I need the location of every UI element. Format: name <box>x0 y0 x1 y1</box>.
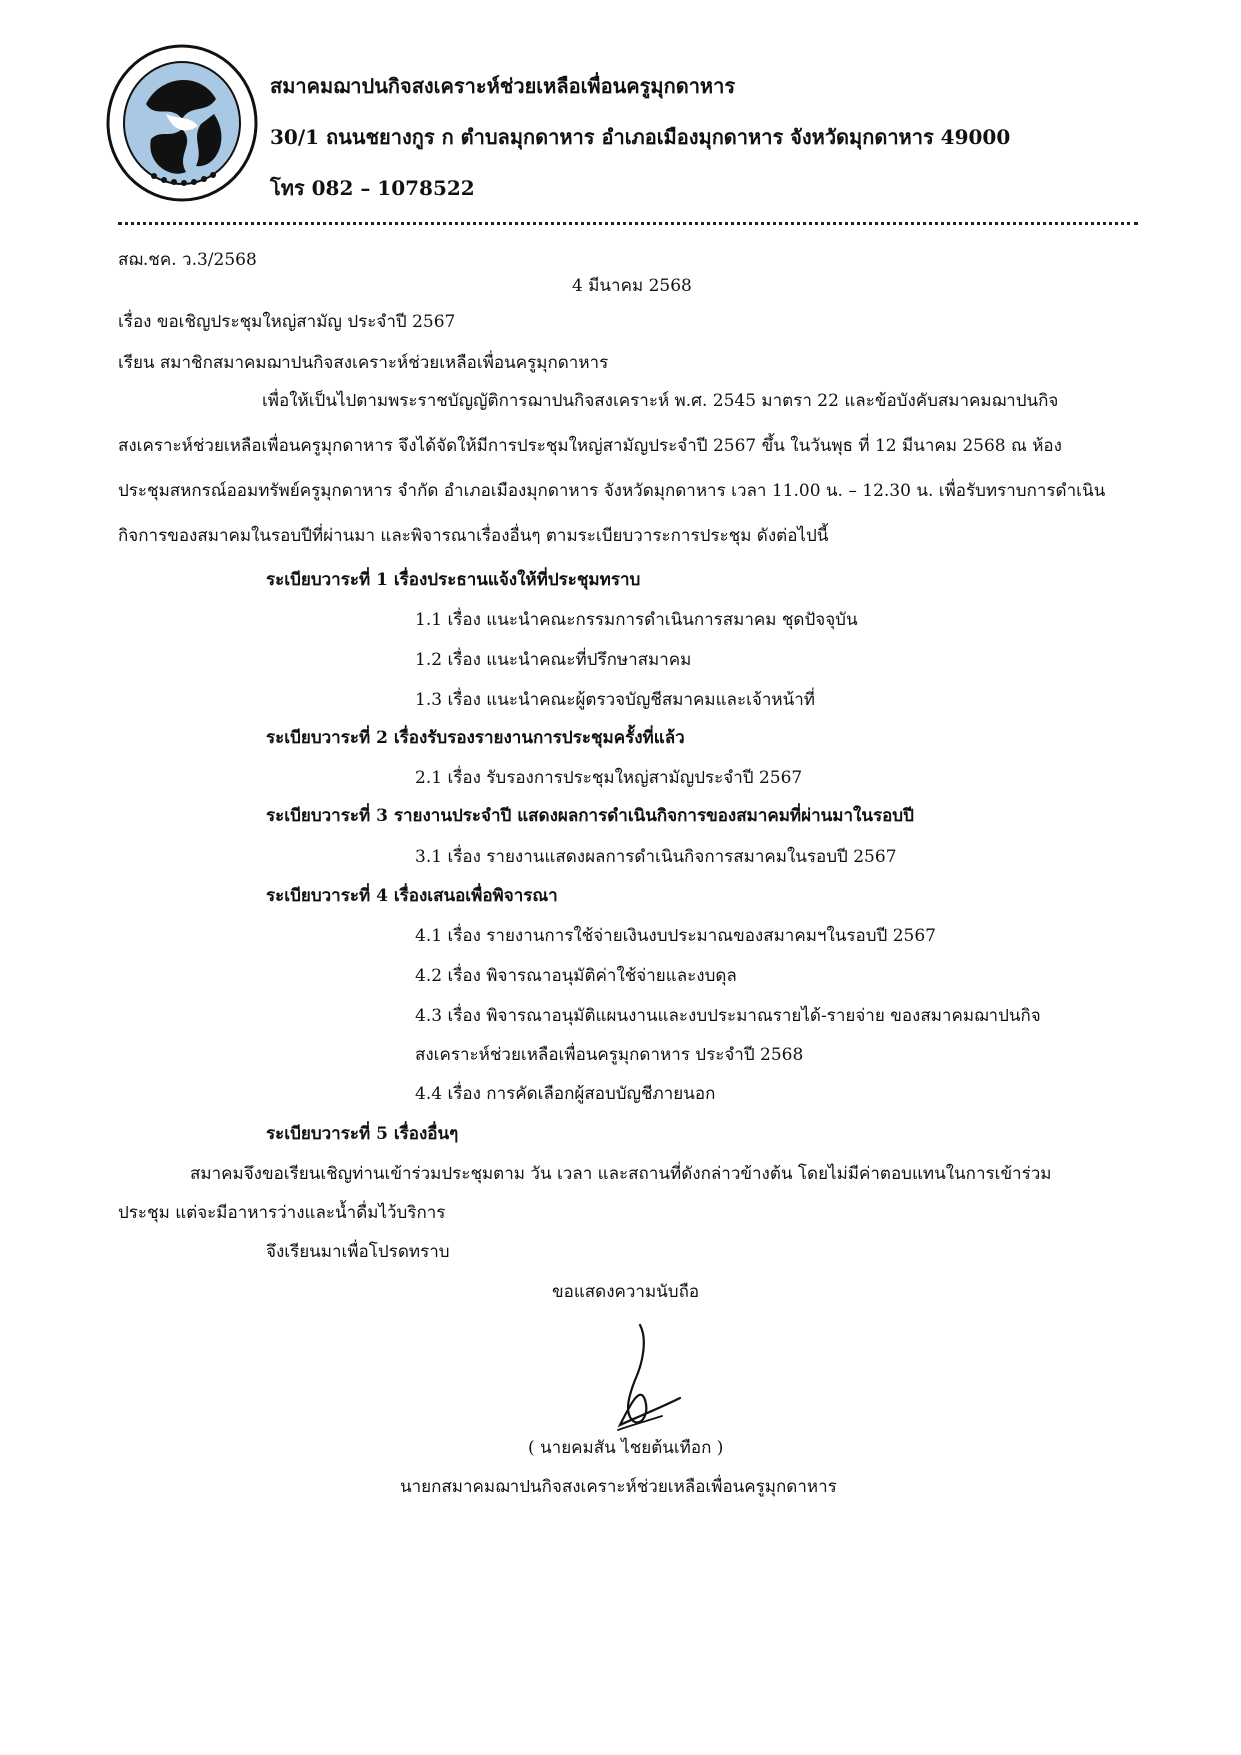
intro-line: กิจการของสมาคมในรอบปีที่ผ่านมา และพิจารณาเรื่องอื่นๆ ตามระเบียบวาระการประชุม ดังต่อไปนี้ <box>118 526 829 546</box>
agenda-item: 1.1 เรื่อง แนะนำคณะกรรมการดำเนินการสมาคม ชุดปัจจุบัน <box>415 610 858 630</box>
agenda-item: 2.1 เรื่อง รับรองการประชุมใหญ่สามัญประจำปี 2567 <box>415 768 803 788</box>
agenda-item: 4.3 เรื่อง พิจารณาอนุมัติแผนงานและงบประมาณรายได้-รายจ่าย ของสมาคมฌาปนกิจ <box>415 1006 1041 1026</box>
agenda-title: ระเบียบวาระที่ 1 เรื่องประธานแจ้งให้ที่ประชุมทราบ <box>266 570 641 590</box>
org-phone: โทร 082 – 1078522 <box>270 176 475 200</box>
agenda-item: 4.4 เรื่อง การคัดเลือกผู้สอบบัญชีภายนอก <box>415 1084 716 1104</box>
closing-line: ประชุม แต่จะมีอาหารว่างและน้ำดื่มไว้บริการ <box>118 1203 446 1223</box>
agenda-title: ระเบียบวาระที่ 4 เรื่องเสนอเพื่อพิจารณา <box>266 886 558 906</box>
agenda-item: 1.2 เรื่อง แนะนำคณะที่ปรึกษาสมาคม <box>415 650 692 670</box>
intro-line: เพื่อให้เป็นไปตามพระราชบัญญัติการฌาปนกิจสงเคราะห์ พ.ศ. 2545 มาตรา 22 และข้อบังคับสมาคมฌาปนกิจ <box>262 391 1059 411</box>
reference-number: สฌ.ชค. ว.3/2568 <box>118 250 257 270</box>
org-name: สมาคมฌาปนกิจสงเคราะห์ช่วยเหลือเพื่อนครูมุกดาหาร <box>270 74 736 98</box>
closing-line: สมาคมจึงขอเรียนเชิญท่านเข้าร่วมประชุมตาม วัน เวลา และสถานที่ดังกล่าวข้างต้น โดยไม่มีค่าตอบแทนในการเข้าร่วม <box>190 1164 1052 1184</box>
signer-title: นายกสมาคมฌาปนกิจสงเคราะห์ช่วยเหลือเพื่อนครูมุกดาหาร <box>400 1477 837 1497</box>
agenda-item: สงเคราะห์ช่วยเหลือเพื่อนครูมุกดาหาร ประจำปี 2568 <box>415 1045 804 1065</box>
agenda-item: 4.1 เรื่อง รายงานการใช้จ่ายเงินงบประมาณของสมาคมฯในรอบปี 2567 <box>415 926 936 946</box>
agenda-item: 1.3 เรื่อง แนะนำคณะผู้ตรวจบัญชีสมาคมและเจ้าหน้าที่ <box>415 690 816 710</box>
agenda-item: 4.2 เรื่อง พิจารณาอนุมัติค่าใช้จ่ายและงบดุล <box>415 966 737 986</box>
association-seal-icon <box>106 44 258 202</box>
agenda-item: 3.1 เรื่อง รายงานแสดงผลการดำเนินกิจการสมาคมในรอบปี 2567 <box>415 847 897 867</box>
handwritten-signature <box>590 1320 700 1440</box>
header-divider <box>118 222 1138 225</box>
org-address: 30/1 ถนนชยางกูร ก ตำบลมุกดาหาร อำเภอเมืองมุกดาหาร จังหวัดมุกดาหาร 49000 <box>270 125 1011 149</box>
intro-line: สงเคราะห์ช่วยเหลือเพื่อนครูมุกดาหาร จึงได้จัดให้มีการประชุมใหญ่สามัญประจำปี 2567 ขึ้น ในวันพุธ ที่ 12 มีนาคม 2568 ณ ห้อง <box>118 436 1062 456</box>
letter-recipient: เรียน สมาชิกสมาคมฌาปนกิจสงเคราะห์ช่วยเหลือเพื่อนครูมุกดาหาร <box>118 353 609 373</box>
letter-date: 4 มีนาคม 2568 <box>572 276 692 296</box>
agenda-title: ระเบียบวาระที่ 3 รายงานประจำปี แสดงผลการดำเนินกิจการของสมาคมที่ผ่านมาในรอบปี <box>266 806 914 826</box>
regards-line: ขอแสดงความนับถือ <box>552 1282 700 1302</box>
signer-name: ( นายคมสัน ไชยต้นเทือก ) <box>528 1438 724 1458</box>
intro-line: ประชุมสหกรณ์ออมทรัพย์ครูมุกดาหาร จำกัด อำเภอเมืองมุกดาหาร จังหวัดมุกดาหาร เวลา 11.00 น. – 12.30 น. เพื่อรับทราบการดำเนิน <box>118 481 1106 501</box>
letter-subject: เรื่อง ขอเชิญประชุมใหญ่สามัญ ประจำปี 2567 <box>118 312 456 332</box>
agenda-title: ระเบียบวาระที่ 2 เรื่องรับรองรายงานการประชุมครั้งที่แล้ว <box>266 728 685 748</box>
inform-line: จึงเรียนมาเพื่อโปรดทราบ <box>266 1242 450 1262</box>
agenda-title: ระเบียบวาระที่ 5 เรื่องอื่นๆ <box>266 1124 459 1144</box>
